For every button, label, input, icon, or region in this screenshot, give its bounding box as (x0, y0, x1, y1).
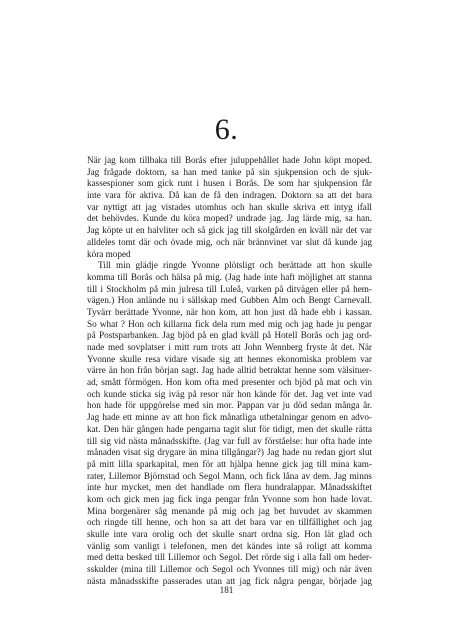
text-line: på mitt lilla sparkapital, men för att hjälpa henne gick jag till mina kam- (87, 458, 372, 469)
text-line: ad, smått förmögen. Hon kom ofta med presenter och bjöd på mat och vin (87, 377, 372, 388)
text-line: med detta besked till Lillemor och Segol. Det rörde sig i alla fall om heder- (87, 552, 372, 563)
text-line: på Postsparbanken. Jag bjöd på en glad kväll på Hotell Borås och jag ord- (87, 330, 372, 341)
page-number: 181 (219, 585, 234, 595)
text-line: kom och gick men jag fick inga pengar från Yvonne som hon hade lovat. (87, 493, 372, 504)
text-line: inte vara för aktiva. Då kan de få den indragen. Doktorn sa att det bara (87, 190, 372, 201)
text-line: och ringde till henne, och hon sa att det bara var en tillfällighet och jag (87, 517, 372, 528)
text-line: Tyvärr berättade Yvonne, när hon kom, att hon just då hade ebb i kassan. (87, 306, 372, 317)
text-line: nästa månadsskifte passerades utan att jag fick några pengar, började jag (87, 575, 372, 586)
text-line: Jag hade ett minne av att hon fick månatliga utbetalningar genom en advo- (87, 412, 372, 423)
chapter-number: 6. (214, 113, 239, 146)
text-line: köra moped (87, 248, 131, 259)
text-line: och kunde sticka sig iväg på resor när hon kände för det. Jag vet inte vad (87, 388, 372, 399)
text-line: vänlig som vanligt i telefonen, men det kändes inte så roligt att komma (87, 540, 372, 551)
body-text (87, 155, 372, 587)
text-line: När jag kom tillbaka till Borås efter juluppehållet hade John köpt moped. (87, 155, 372, 165)
text-line: var nyttigt att jag vistades utomhus och han skulle skriva ett intyg ifall (87, 201, 372, 212)
text-line: inte hur mycket, men det handlade om flera hundralappar. Månadsskiftet (87, 482, 372, 493)
text-line: komma till Borås och hälsa på mig. (Jag hade inte haft möjlighet att stanna (87, 271, 372, 282)
text-line: hon hade för uppgörelse med sin mor. Pappan var ju död sedan många år. (87, 400, 372, 411)
text-line: kassespioner som gick runt i husen i Borås. De som har sjukpension får (87, 178, 372, 189)
text-line: till i Stockholm på min julresa till Luleå, varken på ditvägen eller på hem- (87, 283, 372, 294)
text-line: rater, Lillemor Björnstad och Segol Mann, och fick låna av dem. Jag minns (87, 470, 372, 481)
text-line: Jag köpte ut en halvliter och så gick jag till skolgården en kväll när det var (87, 225, 372, 236)
text-line: Till min glädje ringde Yvonne plötsligt och berättade att hon skulle (98, 260, 372, 271)
text-line: kat. Den här gången hade pengarna tagit slut för tidigt, men det skulle rätta (87, 423, 372, 434)
text-line: So what ? Hon och killarna fick dela rum med mig och jag hade ju pengar (87, 318, 372, 329)
text-line: det behövdes. Kunde du köra moped? undrade jag. Jag lärde mig, sa han. (87, 213, 372, 224)
text-line: alldeles tomt där och övade mig, och när brännvinet var slut då kunde jag (87, 236, 372, 247)
text-line: värre än hon från början sagt. Jag hade alltid betraktat henne som välsituer- (87, 365, 372, 376)
text-line: skulle inte vara orolig och det skulle snart ordna sig. Hon lät glad och (87, 529, 372, 539)
text-line: till sig vid nästa månadsskifte. (Jag var full av förståelse: hur ofta hade inte (87, 435, 372, 446)
text-line: sskulder (mina till Lillemor och Segol och Yvonnes till mig) och när även (87, 564, 372, 575)
text-line: Yvonne skulle resa vidare visade sig att hennes ekonomiska problem var (87, 353, 372, 364)
text-line: Jag frågade doktorn, sa han med tanke på sin sjukpension och de sjuk- (87, 166, 372, 177)
text-line: Mina borgenärer såg menande på mig och jag bet huvudet av skammen (87, 505, 372, 516)
text-line: vägen.) Hon anlände nu i sällskap med Gubben Alm och Bengt Carnevall. (87, 295, 372, 306)
text-line: nade med sovplatser i mitt rum trots att John Wennberg fryste åt det. När (87, 342, 372, 352)
text-line: månaden visat sig drygare än mina tillgångar?) Jag hade nu redan gjort slut (87, 447, 372, 458)
